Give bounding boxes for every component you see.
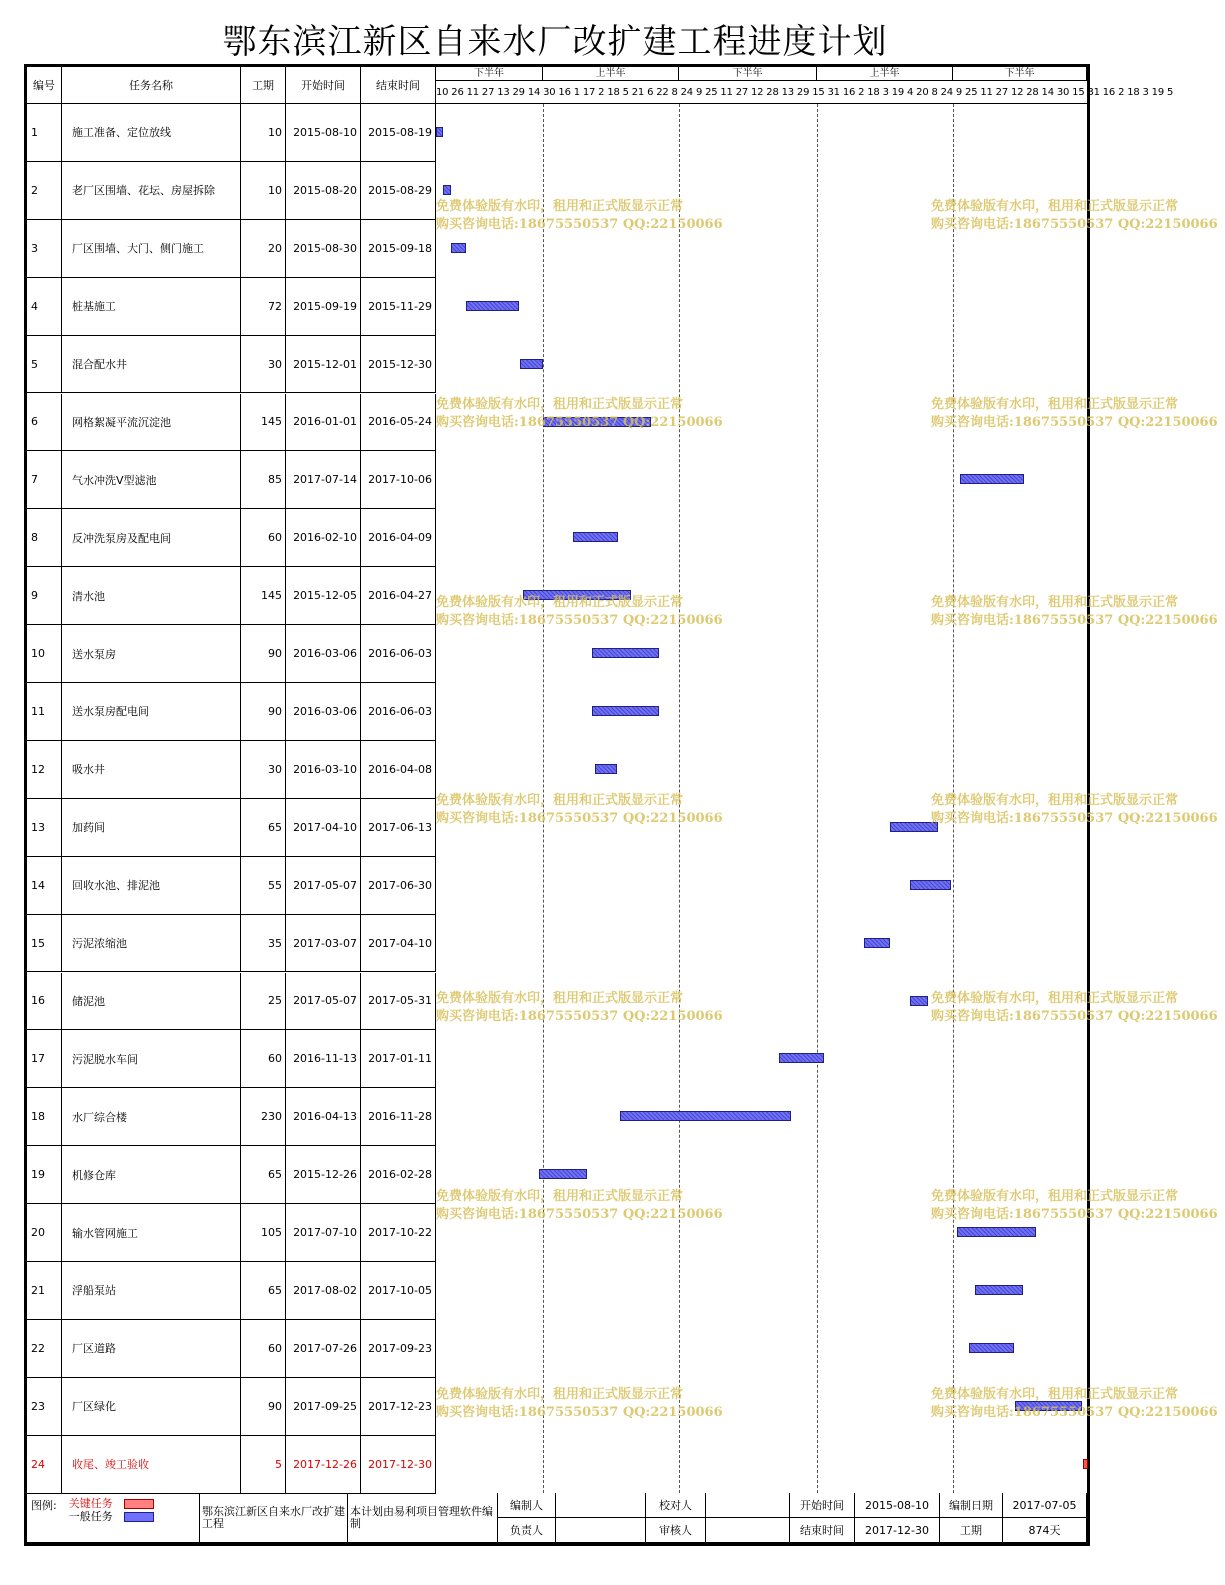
watermark-line2: 购买咨询电话:18675550537 QQ:22150066 xyxy=(931,1009,1218,1024)
task-duration: 60 xyxy=(241,1030,286,1088)
task-end: 2017-10-06 xyxy=(361,451,436,509)
task-end: 2015-08-29 xyxy=(361,162,436,220)
watermark-line2: 购买咨询电话:18675550537 QQ:22150066 xyxy=(436,1009,723,1024)
task-name: 厂区围墙、大门、侧门施工 xyxy=(62,220,241,278)
task-name: 桩基施工 xyxy=(62,278,241,336)
task-name: 水厂综合楼 xyxy=(62,1088,241,1146)
task-name: 污泥脱水车间 xyxy=(62,1030,241,1088)
watermark-line2: 购买咨询电话:18675550537 QQ:22150066 xyxy=(931,1405,1218,1420)
task-name: 厂区绿化 xyxy=(62,1378,241,1436)
gantt-bar[interactable] xyxy=(910,996,929,1006)
task-name: 气水冲洗V型滤池 xyxy=(62,451,241,509)
task-id: 19 xyxy=(27,1146,62,1204)
task-end: 2017-06-30 xyxy=(361,857,436,915)
owner-value xyxy=(556,1518,646,1543)
header-name: 任务名称 xyxy=(62,67,241,104)
task-duration: 10 xyxy=(241,162,286,220)
legend-normal-label: 一般任务 xyxy=(68,1510,113,1523)
task-id: 4 xyxy=(27,278,62,336)
gantt-bar[interactable] xyxy=(592,648,659,658)
start-label: 开始时间 xyxy=(790,1493,855,1518)
date-label: 编制日期 xyxy=(940,1493,1003,1518)
compiler-value xyxy=(556,1493,646,1518)
task-start: 2016-03-06 xyxy=(286,683,361,741)
task-name: 清水池 xyxy=(62,567,241,625)
watermark-line1: 免费体验版有水印，租用和正式版显示正常 xyxy=(931,1189,1179,1204)
task-name: 厂区道路 xyxy=(62,1320,241,1378)
task-start: 2016-11-13 xyxy=(286,1030,361,1088)
gantt-bar[interactable] xyxy=(957,1227,1035,1237)
timeline-ticks: 10 26 11 27 13 29 14 30 16 1 17 2 18 5 21 6 22 8 24 9 25 11 27 12 28 13 29 15 31 16 2 18 3 19 4 20 8 24 9 25 11 27 12 28 14 30 15 31 16 2 18 3 19 5 xyxy=(436,81,1087,104)
owner-label: 负责人 xyxy=(498,1518,556,1543)
task-start: 2017-07-10 xyxy=(286,1204,361,1262)
watermark-line2: 购买咨询电话:18675550537 QQ:22150066 xyxy=(931,217,1218,232)
end-value: 2017-12-30 xyxy=(855,1518,940,1543)
gantt-bar[interactable] xyxy=(890,822,938,832)
task-name: 吸水井 xyxy=(62,741,241,799)
task-start: 2015-12-05 xyxy=(286,567,361,625)
gantt-bar[interactable] xyxy=(1083,1459,1088,1469)
header-id: 编号 xyxy=(27,67,62,104)
task-id: 3 xyxy=(27,220,62,278)
task-start: 2015-12-01 xyxy=(286,336,361,394)
period-divider xyxy=(953,104,954,1493)
watermark-line1: 免费体验版有水印，租用和正式版显示正常 xyxy=(931,397,1179,412)
task-start: 2016-03-06 xyxy=(286,625,361,683)
task-start: 2015-08-30 xyxy=(286,220,361,278)
task-duration: 105 xyxy=(241,1204,286,1262)
task-id: 12 xyxy=(27,741,62,799)
watermark-line1: 免费体验版有水印，租用和正式版显示正常 xyxy=(931,793,1179,808)
task-name: 回收水池、排泥池 xyxy=(62,857,241,915)
task-start: 2015-08-10 xyxy=(286,104,361,162)
watermark-line2: 购买咨询电话:18675550537 QQ:22150066 xyxy=(931,1207,1218,1222)
watermark-line2: 购买咨询电话:18675550537 QQ:22150066 xyxy=(436,217,723,232)
watermark-line1: 免费体验版有水印，租用和正式版显示正常 xyxy=(436,199,684,214)
task-duration: 60 xyxy=(241,1320,286,1378)
watermark-line1: 免费体验版有水印，租用和正式版显示正常 xyxy=(931,991,1179,1006)
task-duration: 72 xyxy=(241,278,286,336)
task-end: 2015-08-19 xyxy=(361,104,436,162)
watermark-line2: 购买咨询电话:18675550537 QQ:22150066 xyxy=(436,811,723,826)
task-end: 2015-11-29 xyxy=(361,278,436,336)
watermark-line2: 购买咨询电话:18675550537 QQ:22150066 xyxy=(436,1207,723,1222)
task-name: 反冲洗泵房及配电间 xyxy=(62,509,241,567)
watermark-line1: 免费体验版有水印，租用和正式版显示正常 xyxy=(436,595,684,610)
task-start: 2015-08-20 xyxy=(286,162,361,220)
task-start: 2017-09-25 xyxy=(286,1378,361,1436)
task-start: 2017-04-10 xyxy=(286,799,361,857)
task-end: 2015-12-30 xyxy=(361,336,436,394)
legend xyxy=(27,1493,200,1543)
task-end: 2017-05-31 xyxy=(361,973,436,1031)
timeline-half: 下半年 xyxy=(436,67,543,81)
gantt-bar[interactable] xyxy=(779,1053,824,1063)
task-end: 2017-10-05 xyxy=(361,1262,436,1320)
watermark-line1: 免费体验版有水印，租用和正式版显示正常 xyxy=(436,1189,684,1204)
task-end: 2017-01-11 xyxy=(361,1030,436,1088)
task-start: 2017-07-14 xyxy=(286,451,361,509)
task-duration: 35 xyxy=(241,915,286,973)
task-start: 2015-09-19 xyxy=(286,278,361,336)
header-duration: 工期 xyxy=(241,67,286,104)
gantt-bar[interactable] xyxy=(595,764,617,774)
task-duration: 90 xyxy=(241,683,286,741)
watermark-line2: 购买咨询电话:18675550537 QQ:22150066 xyxy=(931,415,1218,430)
legend-label: 图例: xyxy=(31,1499,57,1512)
task-id: 20 xyxy=(27,1204,62,1262)
task-name: 加药间 xyxy=(62,799,241,857)
task-id: 21 xyxy=(27,1262,62,1320)
timeline-half: 下半年 xyxy=(679,67,817,81)
task-end: 2016-06-03 xyxy=(361,683,436,741)
gantt-bar[interactable] xyxy=(443,185,450,195)
watermark-line2: 购买咨询电话:18675550537 QQ:22150066 xyxy=(931,811,1218,826)
task-end: 2017-06-13 xyxy=(361,799,436,857)
task-duration: 90 xyxy=(241,625,286,683)
gantt-bar[interactable] xyxy=(975,1285,1023,1295)
watermark-line1: 免费体验版有水印，租用和正式版显示正常 xyxy=(436,397,684,412)
task-name: 老厂区围墙、花坛、房屋拆除 xyxy=(62,162,241,220)
gantt-bar[interactable] xyxy=(451,243,466,253)
gantt-bar[interactable] xyxy=(1015,1401,1082,1411)
watermark-line1: 免费体验版有水印，租用和正式版显示正常 xyxy=(436,991,684,1006)
project-name-cell: 鄂东滨江新区自来水厂改扩建工程 xyxy=(200,1493,348,1543)
watermark-line2: 购买咨询电话:18675550537 QQ:22150066 xyxy=(436,1405,723,1420)
header-start: 开始时间 xyxy=(286,67,361,104)
watermark-line1: 免费体验版有水印，租用和正式版显示正常 xyxy=(931,1387,1179,1402)
gantt-bar[interactable] xyxy=(523,590,631,600)
total-duration-label: 工期 xyxy=(940,1518,1003,1543)
gantt-chart xyxy=(436,67,1174,1493)
task-name: 网格絮凝平流沉淀池 xyxy=(62,394,241,452)
watermark-line1: 免费体验版有水印，租用和正式版显示正常 xyxy=(931,199,1179,214)
task-end: 2017-12-30 xyxy=(361,1436,436,1494)
checker-value xyxy=(706,1493,790,1518)
page-title: 鄂东滨江新区自来水厂改扩建工程进度计划 xyxy=(222,22,888,62)
task-duration: 145 xyxy=(241,394,286,452)
task-id: 24 xyxy=(27,1436,62,1494)
gantt-bar[interactable] xyxy=(543,417,651,427)
watermark-line1: 免费体验版有水印，租用和正式版显示正常 xyxy=(931,595,1179,610)
date-value: 2017-07-05 xyxy=(1003,1493,1087,1518)
task-end: 2016-04-08 xyxy=(361,741,436,799)
gantt-bar[interactable] xyxy=(620,1111,791,1121)
task-start: 2016-01-01 xyxy=(286,394,361,452)
start-value: 2015-08-10 xyxy=(855,1493,940,1518)
task-name: 输水管网施工 xyxy=(62,1204,241,1262)
watermark-line1: 免费体验版有水印，租用和正式版显示正常 xyxy=(436,1387,684,1402)
task-id: 13 xyxy=(27,799,62,857)
legend-normal-swatch xyxy=(124,1512,154,1522)
task-duration: 30 xyxy=(241,336,286,394)
task-end: 2016-04-09 xyxy=(361,509,436,567)
task-name: 混合配水井 xyxy=(62,336,241,394)
gantt-bar[interactable] xyxy=(520,359,542,369)
task-duration: 145 xyxy=(241,567,286,625)
task-end: 2016-05-24 xyxy=(361,394,436,452)
watermark-line1: 免费体验版有水印，租用和正式版显示正常 xyxy=(436,793,684,808)
header-end: 结束时间 xyxy=(361,67,436,104)
task-name: 储泥池 xyxy=(62,973,241,1031)
task-name: 施工准备、定位放线 xyxy=(62,104,241,162)
task-id: 6 xyxy=(27,394,62,452)
task-duration: 55 xyxy=(241,857,286,915)
task-duration: 85 xyxy=(241,451,286,509)
task-id: 15 xyxy=(27,915,62,973)
watermark-line2: 购买咨询电话:18675550537 QQ:22150066 xyxy=(436,613,723,628)
task-id: 14 xyxy=(27,857,62,915)
software-note-cell: 本计划由易利项目管理软件编制 xyxy=(348,1493,498,1543)
gantt-bar[interactable] xyxy=(539,1169,587,1179)
task-id: 7 xyxy=(27,451,62,509)
gantt-bar[interactable] xyxy=(960,474,1023,484)
checker-label: 校对人 xyxy=(646,1493,706,1518)
task-end: 2017-10-22 xyxy=(361,1204,436,1262)
task-duration: 5 xyxy=(241,1436,286,1494)
task-start: 2017-12-26 xyxy=(286,1436,361,1494)
task-duration: 60 xyxy=(241,509,286,567)
task-id: 10 xyxy=(27,625,62,683)
task-name: 污泥浓缩池 xyxy=(62,915,241,973)
reviewer-value xyxy=(706,1518,790,1543)
task-id: 5 xyxy=(27,336,62,394)
task-end: 2016-06-03 xyxy=(361,625,436,683)
gantt-bar[interactable] xyxy=(573,532,618,542)
task-start: 2017-07-26 xyxy=(286,1320,361,1378)
task-id: 23 xyxy=(27,1378,62,1436)
task-name: 浮船泵站 xyxy=(62,1262,241,1320)
task-start: 2017-05-07 xyxy=(286,973,361,1031)
watermark-line2: 购买咨询电话:18675550537 QQ:22150066 xyxy=(436,415,723,430)
gantt-bar[interactable] xyxy=(969,1343,1014,1353)
task-name: 机修仓库 xyxy=(62,1146,241,1204)
task-id: 18 xyxy=(27,1088,62,1146)
gantt-bar[interactable] xyxy=(466,301,520,311)
legend-critical-label: 关键任务 xyxy=(68,1497,113,1510)
task-duration: 230 xyxy=(241,1088,286,1146)
task-name: 送水泵房配电间 xyxy=(62,683,241,741)
task-duration: 25 xyxy=(241,973,286,1031)
task-id: 16 xyxy=(27,973,62,1031)
task-start: 2017-05-07 xyxy=(286,857,361,915)
task-id: 1 xyxy=(27,104,62,162)
period-divider xyxy=(543,104,544,1493)
task-id: 22 xyxy=(27,1320,62,1378)
period-divider xyxy=(679,104,680,1493)
task-name: 送水泵房 xyxy=(62,625,241,683)
task-start: 2016-02-10 xyxy=(286,509,361,567)
task-id: 2 xyxy=(27,162,62,220)
task-start: 2017-08-02 xyxy=(286,1262,361,1320)
task-duration: 20 xyxy=(241,220,286,278)
timeline-half: 下半年 xyxy=(953,67,1087,81)
task-end: 2016-02-28 xyxy=(361,1146,436,1204)
gantt-bar[interactable] xyxy=(910,880,951,890)
task-duration: 65 xyxy=(241,1262,286,1320)
timeline-half: 上半年 xyxy=(543,67,679,81)
compiler-label: 编制人 xyxy=(498,1493,556,1518)
task-start: 2016-03-10 xyxy=(286,741,361,799)
task-start: 2017-03-07 xyxy=(286,915,361,973)
total-duration-value: 874天 xyxy=(1003,1518,1087,1543)
task-end: 2016-04-27 xyxy=(361,567,436,625)
legend-critical-swatch xyxy=(124,1499,154,1509)
task-end: 2016-11-28 xyxy=(361,1088,436,1146)
task-duration: 90 xyxy=(241,1378,286,1436)
task-duration: 10 xyxy=(241,104,286,162)
gantt-bar[interactable] xyxy=(864,938,890,948)
task-duration: 65 xyxy=(241,1146,286,1204)
task-end: 2015-09-18 xyxy=(361,220,436,278)
gantt-bar[interactable] xyxy=(592,706,659,716)
task-start: 2015-12-26 xyxy=(286,1146,361,1204)
task-duration: 30 xyxy=(241,741,286,799)
period-divider xyxy=(817,104,818,1493)
reviewer-label: 审核人 xyxy=(646,1518,706,1543)
task-id: 9 xyxy=(27,567,62,625)
task-id: 11 xyxy=(27,683,62,741)
task-name: 收尾、竣工验收 xyxy=(62,1436,241,1494)
task-duration: 65 xyxy=(241,799,286,857)
task-start: 2016-04-13 xyxy=(286,1088,361,1146)
timeline-half: 上半年 xyxy=(817,67,953,81)
task-id: 17 xyxy=(27,1030,62,1088)
task-end: 2017-04-10 xyxy=(361,915,436,973)
gantt-bar[interactable] xyxy=(436,127,443,137)
end-label: 结束时间 xyxy=(790,1518,855,1543)
task-id: 8 xyxy=(27,509,62,567)
task-end: 2017-09-23 xyxy=(361,1320,436,1378)
watermark-line2: 购买咨询电话:18675550537 QQ:22150066 xyxy=(931,613,1218,628)
task-end: 2017-12-23 xyxy=(361,1378,436,1436)
